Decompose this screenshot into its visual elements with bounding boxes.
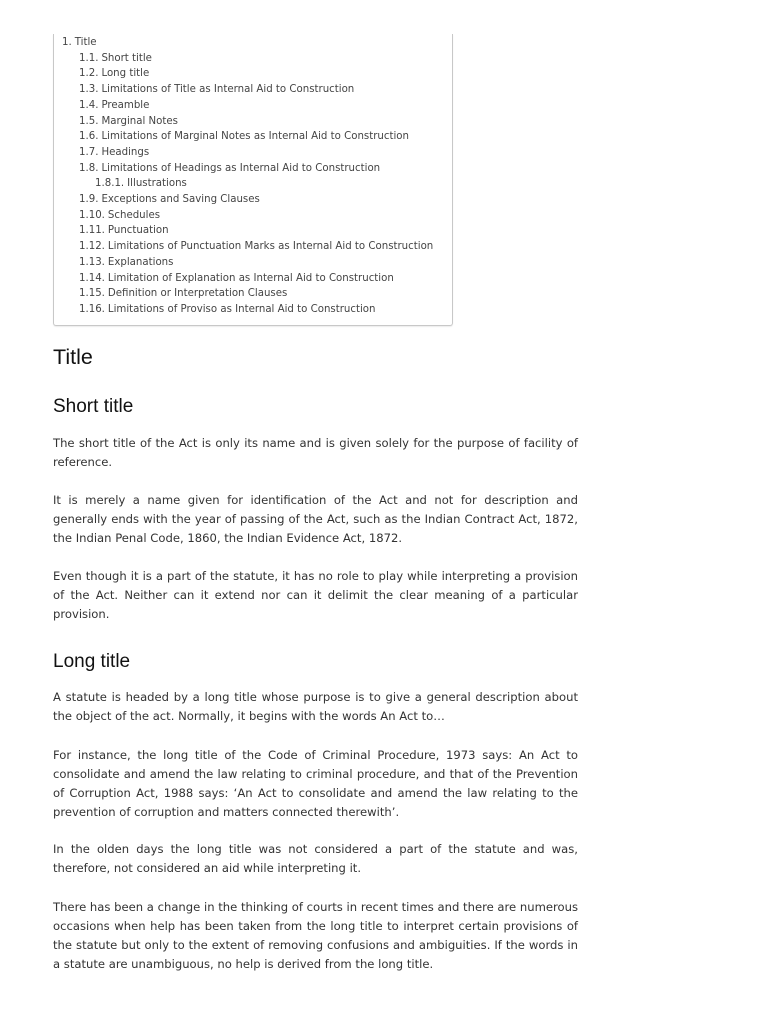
toc-link[interactable]: [79, 193, 260, 206]
toc-link[interactable]: [79, 272, 394, 285]
paragraph: It is merely a name given for identification of the Act and not for description and generally ends with the year of passing of the Act, such as the Indian Contract Act, 1872, the Indian Penal Code, 1860, the Indian Evidence Act, 1872.: [53, 493, 578, 545]
toc-number: 1.16.: [79, 303, 105, 315]
toc-link[interactable]: [79, 83, 354, 96]
toc-link[interactable]: [95, 177, 187, 190]
toc-label: Limitations of Punctuation Marks as Internal Aid to Construction: [107, 241, 434, 253]
paragraph: A statute is headed by a long title whose purpose is to give a general description about the object of the act. Normally, it begins with the words An Act to…: [53, 690, 578, 723]
toc-link[interactable]: [79, 240, 433, 253]
toc-number: 1.8.: [79, 162, 99, 174]
toc-label: Short title: [101, 52, 152, 64]
toc-number: 1.6.: [79, 131, 99, 143]
toc-number: 1.5.: [79, 115, 99, 127]
toc-label: Limitations of Title as Internal Aid to Construction: [101, 84, 355, 96]
toc-link[interactable]: [79, 256, 173, 269]
toc-label: Punctuation: [107, 225, 169, 237]
toc-number: 1.7.: [79, 146, 99, 158]
toc-link[interactable]: [79, 146, 149, 159]
toc-label: Long title: [101, 68, 150, 80]
toc-label: Explanations: [107, 256, 174, 268]
toc-number: 1.10.: [79, 209, 105, 221]
toc-number: 1.9.: [79, 194, 99, 205]
toc-number: 1.15.: [79, 288, 105, 300]
toc-number: 1.14.: [79, 272, 105, 284]
toc-label: Title: [74, 37, 97, 48]
toc-label: Headings: [101, 146, 150, 158]
toc-label: Definition or Interpretation Clauses: [107, 288, 288, 300]
toc-number: 1.13.: [79, 256, 105, 268]
toc-link[interactable]: [79, 115, 178, 128]
toc-link[interactable]: [79, 99, 149, 112]
paragraph: For instance, the long title of the Code of Criminal Procedure, 1973 says: An Act to consolidate and amend the law relating to criminal procedure, and that of the Prevention of Corruption Act, 1988 says: ‘An Act to consolidate and amend the law relating to the prevention of corruption and matters connected therewith’.: [53, 748, 578, 819]
toc-label: Exceptions and Saving Clauses: [101, 194, 260, 205]
toc-link[interactable]: [79, 303, 375, 316]
toc-link[interactable]: [79, 209, 160, 222]
subsection-heading-short-title: Short title: [53, 396, 134, 417]
toc-number: 1.12.: [79, 241, 105, 253]
paragraph: Even though it is a part of the statute, it has no role to play while interpreting a provision of the Act. Neither can it extend nor can it delimit the clear meaning of a particular provision.: [53, 569, 578, 621]
toc-number: 1.4.: [79, 99, 99, 111]
toc-number: 1.2.: [79, 68, 99, 80]
toc-label: Marginal Notes: [101, 115, 178, 127]
toc-label: Preamble: [101, 99, 150, 111]
toc-label: Limitations of Proviso as Internal Aid to Construction: [107, 303, 376, 315]
paragraph: The short title of the Act is only its name and is given solely for the purpose of facility of reference.: [53, 436, 578, 469]
paragraph: In the olden days the long title was not considered a part of the statute and was, therefore, not considered an aid while interpreting it.: [53, 842, 578, 875]
toc-link[interactable]: [79, 130, 409, 143]
paragraph: There has been a change in the thinking of courts in recent times and there are numerous occasions when help has been taken from the long title to interpret certain provisions of the statute but only to the extent of removing confusions and ambiguities. If the words in a statute are unambiguous, no help is derived from the long title.: [53, 900, 578, 971]
section-heading-title: Title: [53, 345, 93, 369]
toc-number: 1.8.1.: [95, 178, 125, 190]
toc-number: 1.: [62, 37, 72, 48]
toc-link[interactable]: [79, 67, 149, 80]
toc-label: Limitation of Explanation as Internal Aid to Construction: [107, 272, 394, 284]
toc-label: Schedules: [107, 209, 161, 221]
table-of-contents: [53, 34, 453, 326]
toc-link[interactable]: [79, 224, 169, 237]
toc-number: 1.1.: [79, 52, 99, 64]
toc-link[interactable]: [79, 162, 380, 175]
toc-label: Limitations of Marginal Notes as Internal Aid to Construction: [101, 131, 409, 143]
toc-label: Illustrations: [127, 178, 187, 190]
toc-link[interactable]: [79, 52, 152, 65]
subsection-heading-long-title: Long title: [53, 651, 131, 672]
toc-link[interactable]: [79, 287, 287, 300]
toc-label: Limitations of Headings as Internal Aid to Construction: [101, 162, 381, 174]
toc-number: 1.3.: [79, 84, 99, 96]
toc-link[interactable]: [62, 36, 97, 49]
toc-number: 1.11.: [79, 225, 105, 237]
